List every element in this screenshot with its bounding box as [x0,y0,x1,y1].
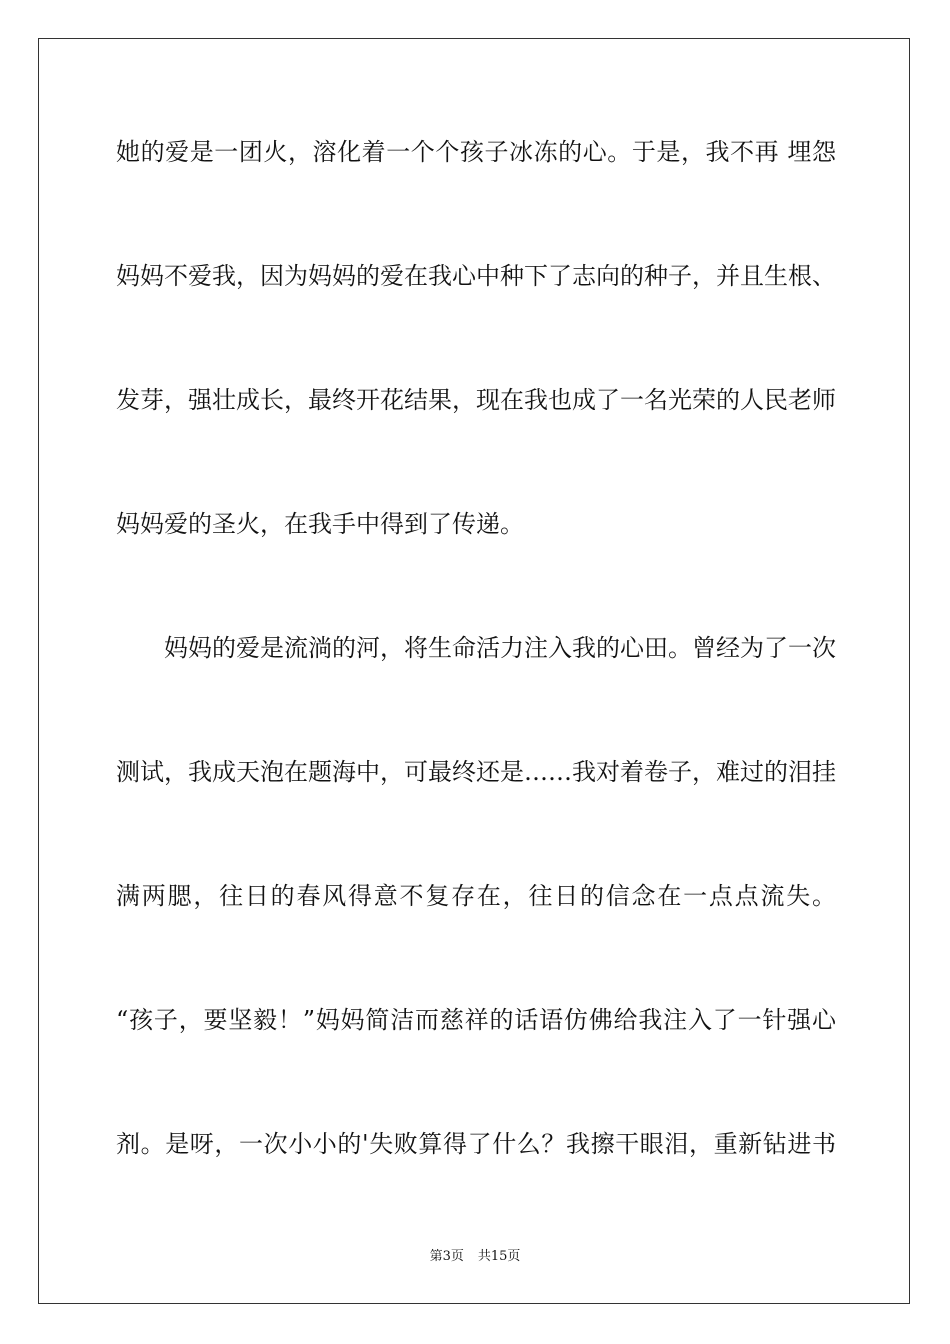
page-total: 共15页 [477,1249,521,1264]
page-border [38,38,910,1304]
text-line-9: 剂。是呀，一次小小的'失败算得了什么？我擦干眼泪，重新钻进书 [116,1130,836,1158]
text-line-8: “孩子，要坚毅！”妈妈简洁而慈祥的话语仿佛给我注入了一针强心 [116,1006,836,1034]
text-line-5: 妈妈的爱是流淌的河，将生命活力注入我的心田。曾经为了一次 [164,634,836,662]
text-line-3: 发芽，强壮成长，最终开花结果，现在我也成了一名光荣的人民老师 [116,386,836,414]
text-line-4: 妈妈爱的圣火，在我手中得到了传递。 [116,510,524,538]
text-line-6: 测试，我成天泡在题海中，可最终还是……我对着卷子，难过的泪挂 [116,758,836,786]
page-number: 第3页 [429,1249,464,1264]
text-line-1: 她的爱是一团火，溶化着一个个孩子冰冻的心。于是，我不再 埋怨 [116,138,836,166]
text-line-2: 妈妈不爱我，因为妈妈的爱在我心中种下了志向的种子，并且生根、 [116,262,836,290]
text-line-7: 满两腮，往日的春风得意不复存在，往日的信念在一点点流失。 [116,882,836,910]
page-footer [0,1248,950,1266]
